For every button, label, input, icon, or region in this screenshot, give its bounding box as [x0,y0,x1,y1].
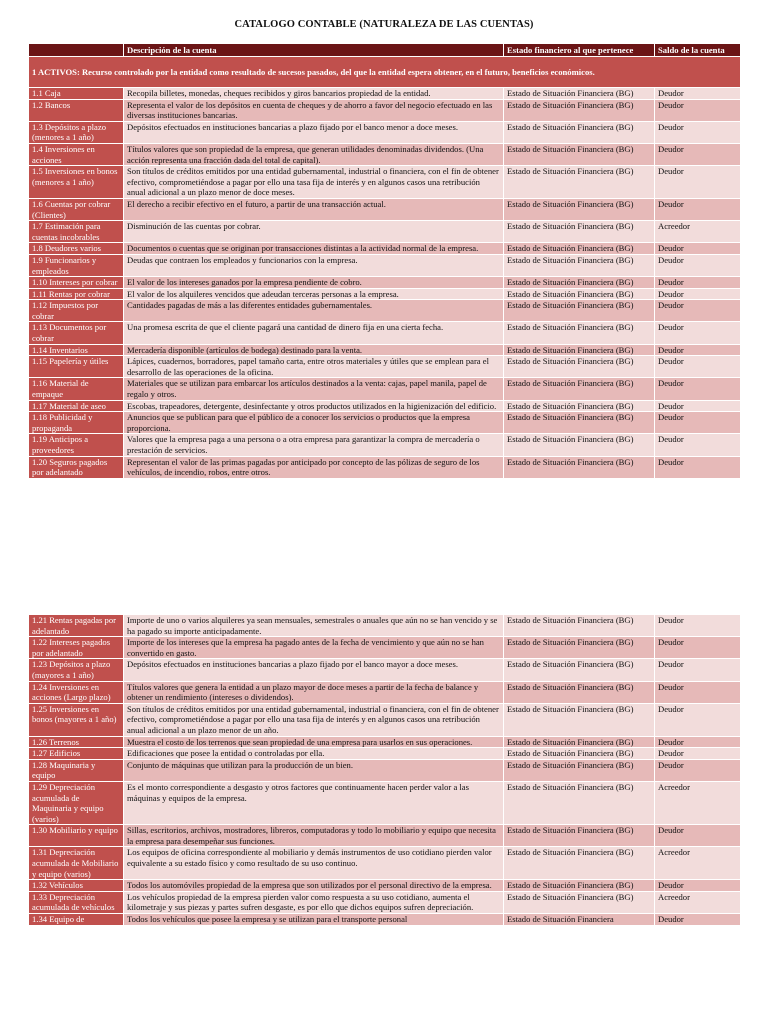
account-balance: Deudor [655,914,741,926]
financial-statement: Estado de Situación Financiera (BG) [504,615,655,637]
account-code: 1.12 Impuestos por cobrar [29,300,124,322]
account-balance: Deudor [655,356,741,378]
account-balance: Deudor [655,825,741,847]
account-description: Recopila billetes, monedas, cheques recibidos y giros bancarios propiedad de la entidad. [124,88,504,100]
account-balance: Deudor [655,615,741,637]
financial-statement: Estado de Situación Financiera (BG) [504,847,655,880]
financial-statement: Estado de Situación Financiera (BG) [504,221,655,243]
account-code: 1.18 Publicidad y propaganda [29,412,124,434]
financial-statement: Estado de Situación Financiera (BG) [504,637,655,659]
account-description: Mercadería disponible (artículos de bodega) destinado para la venta. [124,344,504,356]
page-title: CATALOGO CONTABLE (NATURALEZA DE LAS CUENTAS) [234,19,534,30]
financial-statement: Estado de Situación Financiera (BG) [504,736,655,748]
financial-statement: Estado de Situación Financiera (BG) [504,891,655,913]
financial-statement: Estado de Situación Financiera (BG) [504,143,655,165]
account-description: Anuncios que se publican para que el público de a conocer los servicios o productos que la empresa proporciona. [124,412,504,434]
financial-statement: Estado de Situación Financiera (BG) [504,300,655,322]
account-code: 1.5 Inversiones en bonos (menores a 1 año) [29,166,124,199]
account-code: 1.7 Estimación para cuentas incobrables [29,221,124,243]
account-code: 1.28 Maquinaria y equipo [29,759,124,781]
account-balance: Deudor [655,456,741,478]
account-code: 1.33 Depreciación acumulada de vehículos [29,891,124,913]
account-description: Disminución de las cuentas por cobrar. [124,221,504,243]
financial-statement: Estado de Situación Financiera (BG) [504,412,655,434]
financial-statement: Estado de Situación Financiera (BG) [504,378,655,400]
financial-statement: Estado de Situación Financiera (BG) [504,825,655,847]
table-row [29,344,741,356]
account-code: 1.24 Inversiones en acciones (Largo plazo) [29,681,124,703]
account-description: Todos los vehículos que posee la empresa y se utilizan para el transporte personal [124,914,504,926]
account-code: 1.34 Equipo de [29,914,124,926]
financial-statement: Estado de Situación Financiera (BG) [504,288,655,300]
table-row [29,748,741,760]
account-description: El derecho a recibir efectivo en el futuro, a partir de una transacción actual. [124,198,504,220]
table-row [29,703,741,736]
financial-statement: Estado de Situación Financiera (BG) [504,277,655,289]
account-balance: Deudor [655,400,741,412]
account-balance: Deudor [655,637,741,659]
account-balance: Deudor [655,736,741,748]
account-description: Importe de uno o varios alquileres ya sean mensuales, semestrales o anuales que aún no se han vencido y se ha pagado su importe anticipadamente. [124,615,504,637]
account-description: Escobas, trapeadores, detergente, desinfectante y otros productos utilizados en la higienización del edificio. [124,400,504,412]
account-code: 1.19 Anticipos a proveedores [29,434,124,456]
account-balance: Deudor [655,681,741,703]
account-code: 1.26 Terrenos [29,736,124,748]
financial-statement: Estado de Situación Financiera (BG) [504,759,655,781]
account-description: Materiales que se utilizan para embarcar los artículos destinados a la venta: cajas, papel manila, papel de regalo y otros. [124,378,504,400]
account-balance: Deudor [655,659,741,681]
account-balance: Deudor [655,748,741,760]
financial-statement: Estado de Situación Financiera (BG) [504,456,655,478]
account-balance: Deudor [655,143,741,165]
account-code: 1.22 Intereses pagados por adelantado [29,637,124,659]
account-description: Documentos o cuentas que se originan por transacciones distintas a la actividad normal de la empresa. [124,243,504,255]
account-description: Son títulos de créditos emitidos por una entidad gubernamental, industrial o financiera, con el fin de obtener efectivo, comprometiéndose a pagar por ello una tasa fija de interés y en algunos casos una retribución anual adicional a un plazo menor de un año. [124,703,504,736]
account-description: Son títulos de créditos emitidos por una entidad gubernamental, industrial o financiera, con el fin de obtener efectivo, comprometiéndose a pagar por ello una tasa fija de interés y en algunos casos una retribución anual adicional a un plazo menor de doce meses. [124,166,504,199]
table-row [29,847,741,880]
header-code [29,44,124,57]
financial-statement: Estado de Situación Financiera (BG) [504,88,655,100]
financial-statement: Estado de Situación Financiera (BG) [504,356,655,378]
account-description: Una promesa escrita de que el cliente pagará una cantidad de dinero fija en una cierta fecha. [124,322,504,344]
account-code: 1.30 Mobiliario y equipo [29,825,124,847]
table-row [29,736,741,748]
financial-statement: Estado de Situación Financiera (BG) [504,781,655,824]
account-code: 1.8 Deudores varios [29,243,124,255]
account-code: 1.16 Material de empaque [29,378,124,400]
table-row [29,378,741,400]
account-code: 1.21 Rentas pagadas por adelantado [29,615,124,637]
financial-statement: Estado de Situación Financiera (BG) [504,434,655,456]
account-balance: Deudor [655,412,741,434]
account-balance: Deudor [655,166,741,199]
table-row [29,659,741,681]
table-row [29,400,741,412]
financial-statement: Estado de Situación Financiera (BG) [504,166,655,199]
table-row [29,759,741,781]
account-code: 1.6 Cuentas por cobrar (Clientes) [29,198,124,220]
table-row [29,143,741,165]
account-code: 1.32 Vehículos [29,880,124,892]
account-balance: Deudor [655,880,741,892]
table-row [29,412,741,434]
table-row [29,288,741,300]
account-description: Lápices, cuadernos, borradores, papel tamaño carta, entre otros materiales y útiles que se emplean para el desarrollo de las operaciones de la oficina. [124,356,504,378]
account-balance: Acreedor [655,891,741,913]
account-catalog-table-continued [28,614,741,926]
table-row [29,254,741,276]
account-balance: Deudor [655,243,741,255]
financial-statement: Estado de Situación Financiera (BG) [504,198,655,220]
account-balance: Deudor [655,288,741,300]
account-balance: Deudor [655,703,741,736]
section-title: 1 ACTIVOS: Recurso controlado por la entidad como resultado de sucesos pasados, del que la entidad espera obtener, en el futuro, beneficios económicos. [29,57,741,88]
account-description: Sillas, escritorios, archivos, mostradores, libreros, computadoras y todo lo mobiliario y equipo que necesita la empresa para desempeñar sus funciones. [124,825,504,847]
account-description: Es el monto correspondiente a desgasto y otros factores que continuamente hacen perder valor a las máquinas y equipos de la empresa. [124,781,504,824]
account-balance: Deudor [655,99,741,121]
account-description: Títulos valores que son propiedad de la empresa, que generan utilidades denominadas dividendos. (Una acción representa una fracción dada del total de capital). [124,143,504,165]
header-statement: Estado financiero al que pertenece [504,44,655,57]
account-code: 1.23 Depósitos a plazo (mayores a 1 año) [29,659,124,681]
account-description: Muestra el costo de los terrenos que sean propiedad de una empresa para usarlos en sus operaciones. [124,736,504,748]
financial-statement: Estado de Situación Financiera (BG) [504,880,655,892]
table-row [29,456,741,478]
account-description: El valor de los intereses ganados por la empresa pendiente de cobro. [124,277,504,289]
account-description: Conjunto de máquinas que utilizan para la producción de un bien. [124,759,504,781]
account-code: 1.11 Rentas por cobrar [29,288,124,300]
table-row [29,277,741,289]
financial-statement: Estado de Situación Financiera (BG) [504,703,655,736]
table-row [29,825,741,847]
table-row [29,99,741,121]
account-balance: Acreedor [655,221,741,243]
table-header-row [29,44,741,57]
financial-statement: Estado de Situación Financiera (BG) [504,322,655,344]
account-balance: Deudor [655,300,741,322]
account-description: Valores que la empresa paga a una persona o a otra empresa para garantizar la compra de mercadería o prestación de servicios. [124,434,504,456]
account-balance: Acreedor [655,781,741,824]
account-code: 1.3 Depósitos a plazo (menores a 1 año) [29,121,124,143]
financial-statement: Estado de Situación Financiera (BG) [504,344,655,356]
account-balance: Deudor [655,277,741,289]
account-description: Representa el valor de los depósitos en cuenta de cheques y de ahorro a favor del negocio efectuado en las diversas instituciones bancarias. [124,99,504,121]
account-code: 1.1 Caja [29,88,124,100]
table-row [29,221,741,243]
financial-statement: Estado de Situación Financiera (BG) [504,659,655,681]
account-code: 1.10 Intereses por cobrar [29,277,124,289]
account-balance: Deudor [655,254,741,276]
table-row [29,615,741,637]
table-row [29,891,741,913]
account-code: 1.17 Material de aseo [29,400,124,412]
table-row [29,121,741,143]
account-code: 1.14 Inventarios [29,344,124,356]
table-row [29,166,741,199]
account-code: 1.31 Depreciación acumulada de Mobiliario y equipo (varios) [29,847,124,880]
table-row [29,914,741,926]
account-description: Títulos valores que genera la entidad a un plazo mayor de doce meses a partir de la fecha de balance y obtener un rendimiento (intereses o dividendos). [124,681,504,703]
account-balance: Deudor [655,434,741,456]
account-balance: Deudor [655,344,741,356]
account-code: 1.25 Inversiones en bonos (mayores a 1 año) [29,703,124,736]
account-description: Los vehículos propiedad de la empresa pierden valor como respuesta a su uso cotidiano, aumenta el kilometraje y sus piezas y partes sufren desgaste, es por ello que dichos equipos sufren depreciación. [124,891,504,913]
table-row [29,356,741,378]
section-row [29,57,741,88]
account-description: Importe de los intereses que la empresa ha pagado antes de la fecha de vencimiento y que aún no se han convertido en gasto. [124,637,504,659]
account-description: Representan el valor de las primas pagadas por anticipado por concepto de las pólizas de seguro de los vehículos, de incendio, robos, entre otros. [124,456,504,478]
account-code: 1.2 Bancos [29,99,124,121]
account-description: El valor de los alquileres vencidos que adeudan terceras personas a la empresa. [124,288,504,300]
financial-statement: Estado de Situación Financiera (BG) [504,748,655,760]
financial-statement: Estado de Situación Financiera [504,914,655,926]
account-description: Todos los automóviles propiedad de la empresa que son utilizados por el personal directivo de la empresa. [124,880,504,892]
financial-statement: Estado de Situación Financiera (BG) [504,254,655,276]
account-balance: Deudor [655,198,741,220]
account-balance: Deudor [655,378,741,400]
table-row [29,781,741,824]
financial-statement: Estado de Situación Financiera (BG) [504,400,655,412]
table-row [29,243,741,255]
account-balance: Acreedor [655,847,741,880]
table-row [29,637,741,659]
account-code: 1.29 Depreciación acumulada de Maquinaria y equipo (varios) [29,781,124,824]
account-balance: Deudor [655,88,741,100]
account-code: 1.13 Documentos por cobrar [29,322,124,344]
table-row [29,300,741,322]
financial-statement: Estado de Situación Financiera (BG) [504,121,655,143]
table-row [29,434,741,456]
table-row [29,880,741,892]
table-row [29,88,741,100]
account-description: Depósitos efectuados en instituciones bancarias a plazo fijado por el banco mayor a doce meses. [124,659,504,681]
account-catalog-table [28,43,741,479]
financial-statement: Estado de Situación Financiera (BG) [504,99,655,121]
account-balance: Deudor [655,759,741,781]
account-balance: Deudor [655,121,741,143]
account-code: 1.15 Papelería y útiles [29,356,124,378]
account-code: 1.27 Edificios [29,748,124,760]
financial-statement: Estado de Situación Financiera (BG) [504,681,655,703]
header-balance: Saldo de la cuenta [655,44,741,57]
table-row [29,322,741,344]
account-description: Deudas que contraen los empleados y funcionarios con la empresa. [124,254,504,276]
account-description: Cantidades pagadas de más a las diferentes entidades gubernamentales. [124,300,504,322]
table-row [29,198,741,220]
account-description: Edificaciones que posee la entidad o controladas por ella. [124,748,504,760]
financial-statement: Estado de Situación Financiera (BG) [504,243,655,255]
account-code: 1.9 Funcionarios y empleados [29,254,124,276]
account-description: Los equipos de oficina correspondiente al mobiliario y demás instrumentos de uso cotidiano pierden valor equivalente a su estado físico y como resultado de su uso continuo. [124,847,504,880]
table-row [29,681,741,703]
account-code: 1.4 Inversiones en acciones [29,143,124,165]
header-description: Descripción de la cuenta [124,44,504,57]
account-code: 1.20 Seguros pagados por adelantado [29,456,124,478]
account-description: Depósitos efectuados en instituciones bancarias a plazo fijado por el banco menor a doce meses. [124,121,504,143]
account-balance: Deudor [655,322,741,344]
